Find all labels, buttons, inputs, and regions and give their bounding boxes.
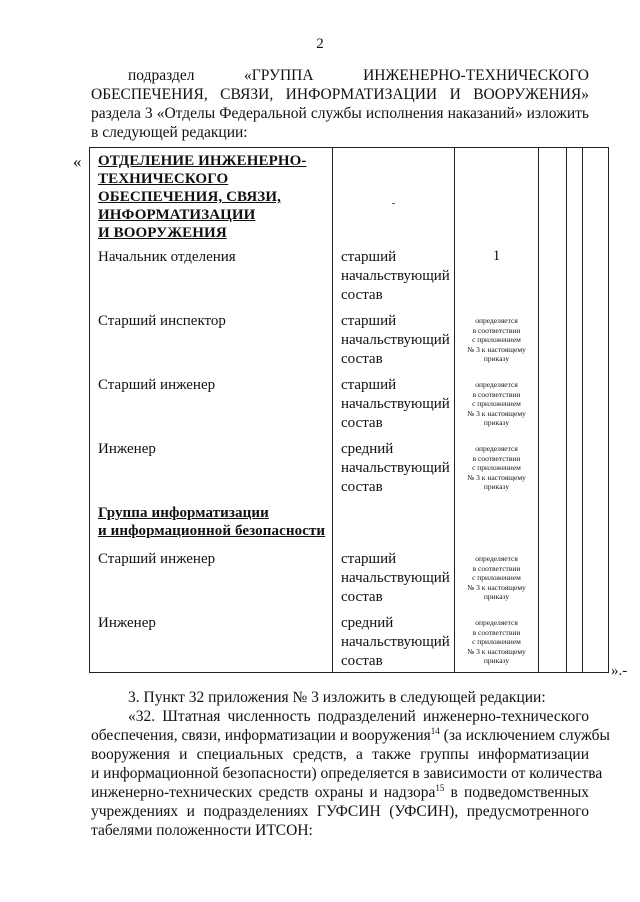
intro-line: раздела 3 «Отделы Федеральной службы исполнения наказаний» изложить (91, 105, 589, 122)
table-cell (455, 148, 539, 243)
intro-paragraph (91, 66, 589, 142)
table-row (90, 544, 609, 608)
point-3-line: 3. Пункт 32 приложения № 3 изложить в следующей редакции: (128, 689, 546, 706)
table-row (90, 370, 609, 434)
rank-category: старший начальствующий состав (341, 551, 450, 605)
point-32-line: и информационной безопасности) определяется в зависимости от количества (91, 765, 603, 782)
table-row (90, 608, 609, 673)
staff-count-note: определяется в соответствии с приложением № 3 к настоящему приказу (467, 316, 526, 364)
footnote-ref: 15 (435, 782, 445, 793)
staff-count-note: определяется в соответствии с приложением № 3 к настоящему приказу (467, 554, 526, 602)
rank-category: старший начальствующий состав (341, 377, 450, 431)
position-name: Старший инженер (98, 377, 216, 393)
section-title: ОТДЕЛЕНИЕ ИНЖЕНЕРНО- ТЕХНИЧЕСКОГО ОБЕСПЕЧЕНИЯ, СВЯЗИ, ИНФОРМАТИЗАЦИИ И ВООРУЖЕНИЯ (98, 153, 307, 241)
table-cell (567, 148, 583, 243)
position-name: Начальник отделения (98, 249, 236, 265)
point-32-line: инженерно-технических средств охраны и надзора$^{15}$ в подведомственных (91, 782, 590, 801)
rank-category: средний начальствующий состав (341, 615, 450, 669)
table-row (90, 434, 609, 498)
intro-line: подраздел «ГРУППА ИНЖЕНЕРНО-ТЕХНИЧЕСКОГО (128, 67, 589, 84)
position-name: Старший инспектор (98, 313, 226, 329)
staff-table (89, 147, 609, 673)
table-row (90, 306, 609, 370)
point-32-line: учреждениях и подразделениях ГУФСИН (УФСИН), предусмотренного (91, 803, 589, 820)
rank-category: старший начальствующий состав (341, 249, 450, 303)
table-row (90, 498, 609, 544)
footnote-ref: 14 (430, 725, 440, 736)
staff-count-note: определяется в соответствии с приложением № 3 к настоящему приказу (467, 618, 526, 666)
header-mark: - (391, 198, 396, 209)
section-heading-cell (90, 148, 333, 243)
table-cell (539, 148, 567, 243)
position-name: Старший инженер (98, 551, 216, 567)
staff-count: 1 (492, 248, 501, 264)
position-name: Инженер (98, 441, 156, 457)
amendment-text (91, 688, 610, 840)
intro-line: ОБЕСПЕЧЕНИЯ, СВЯЗИ, ИНФОРМАТИЗАЦИИ И ВООРУЖЕНИЯ» (91, 86, 589, 103)
table-cell (583, 148, 609, 243)
rank-category: старший начальствующий состав (341, 313, 450, 367)
intro-line: в следующей редакции: (91, 124, 248, 141)
point-32-line: вооружения и специальных средств, а также группы информатизации (91, 746, 589, 763)
point-32-line: табелями положенности ИТСОН: (91, 822, 313, 839)
staff-count-note: определяется в соответствии с приложением № 3 к настоящему приказу (467, 444, 526, 492)
point-32-line: обеспечения, связи, информатизации и вооружения$^{14}$ (за исключением службы (91, 725, 610, 744)
open-quote-mark: « (73, 152, 82, 171)
point-32-line: «32. Штатная численность подразделений инженерно-технического (128, 708, 589, 725)
table-cell (333, 148, 455, 243)
position-name: Инженер (98, 615, 156, 631)
page-number: 2 (316, 36, 324, 52)
rank-category: средний начальствующий состав (341, 441, 450, 495)
close-quote-mark: ».- (611, 663, 628, 679)
table-row (90, 242, 609, 306)
staff-count-note: определяется в соответствии с приложением № 3 к настоящему приказу (467, 380, 526, 428)
subsection-title: Группа информатизации и информационной безопасности (98, 505, 326, 539)
